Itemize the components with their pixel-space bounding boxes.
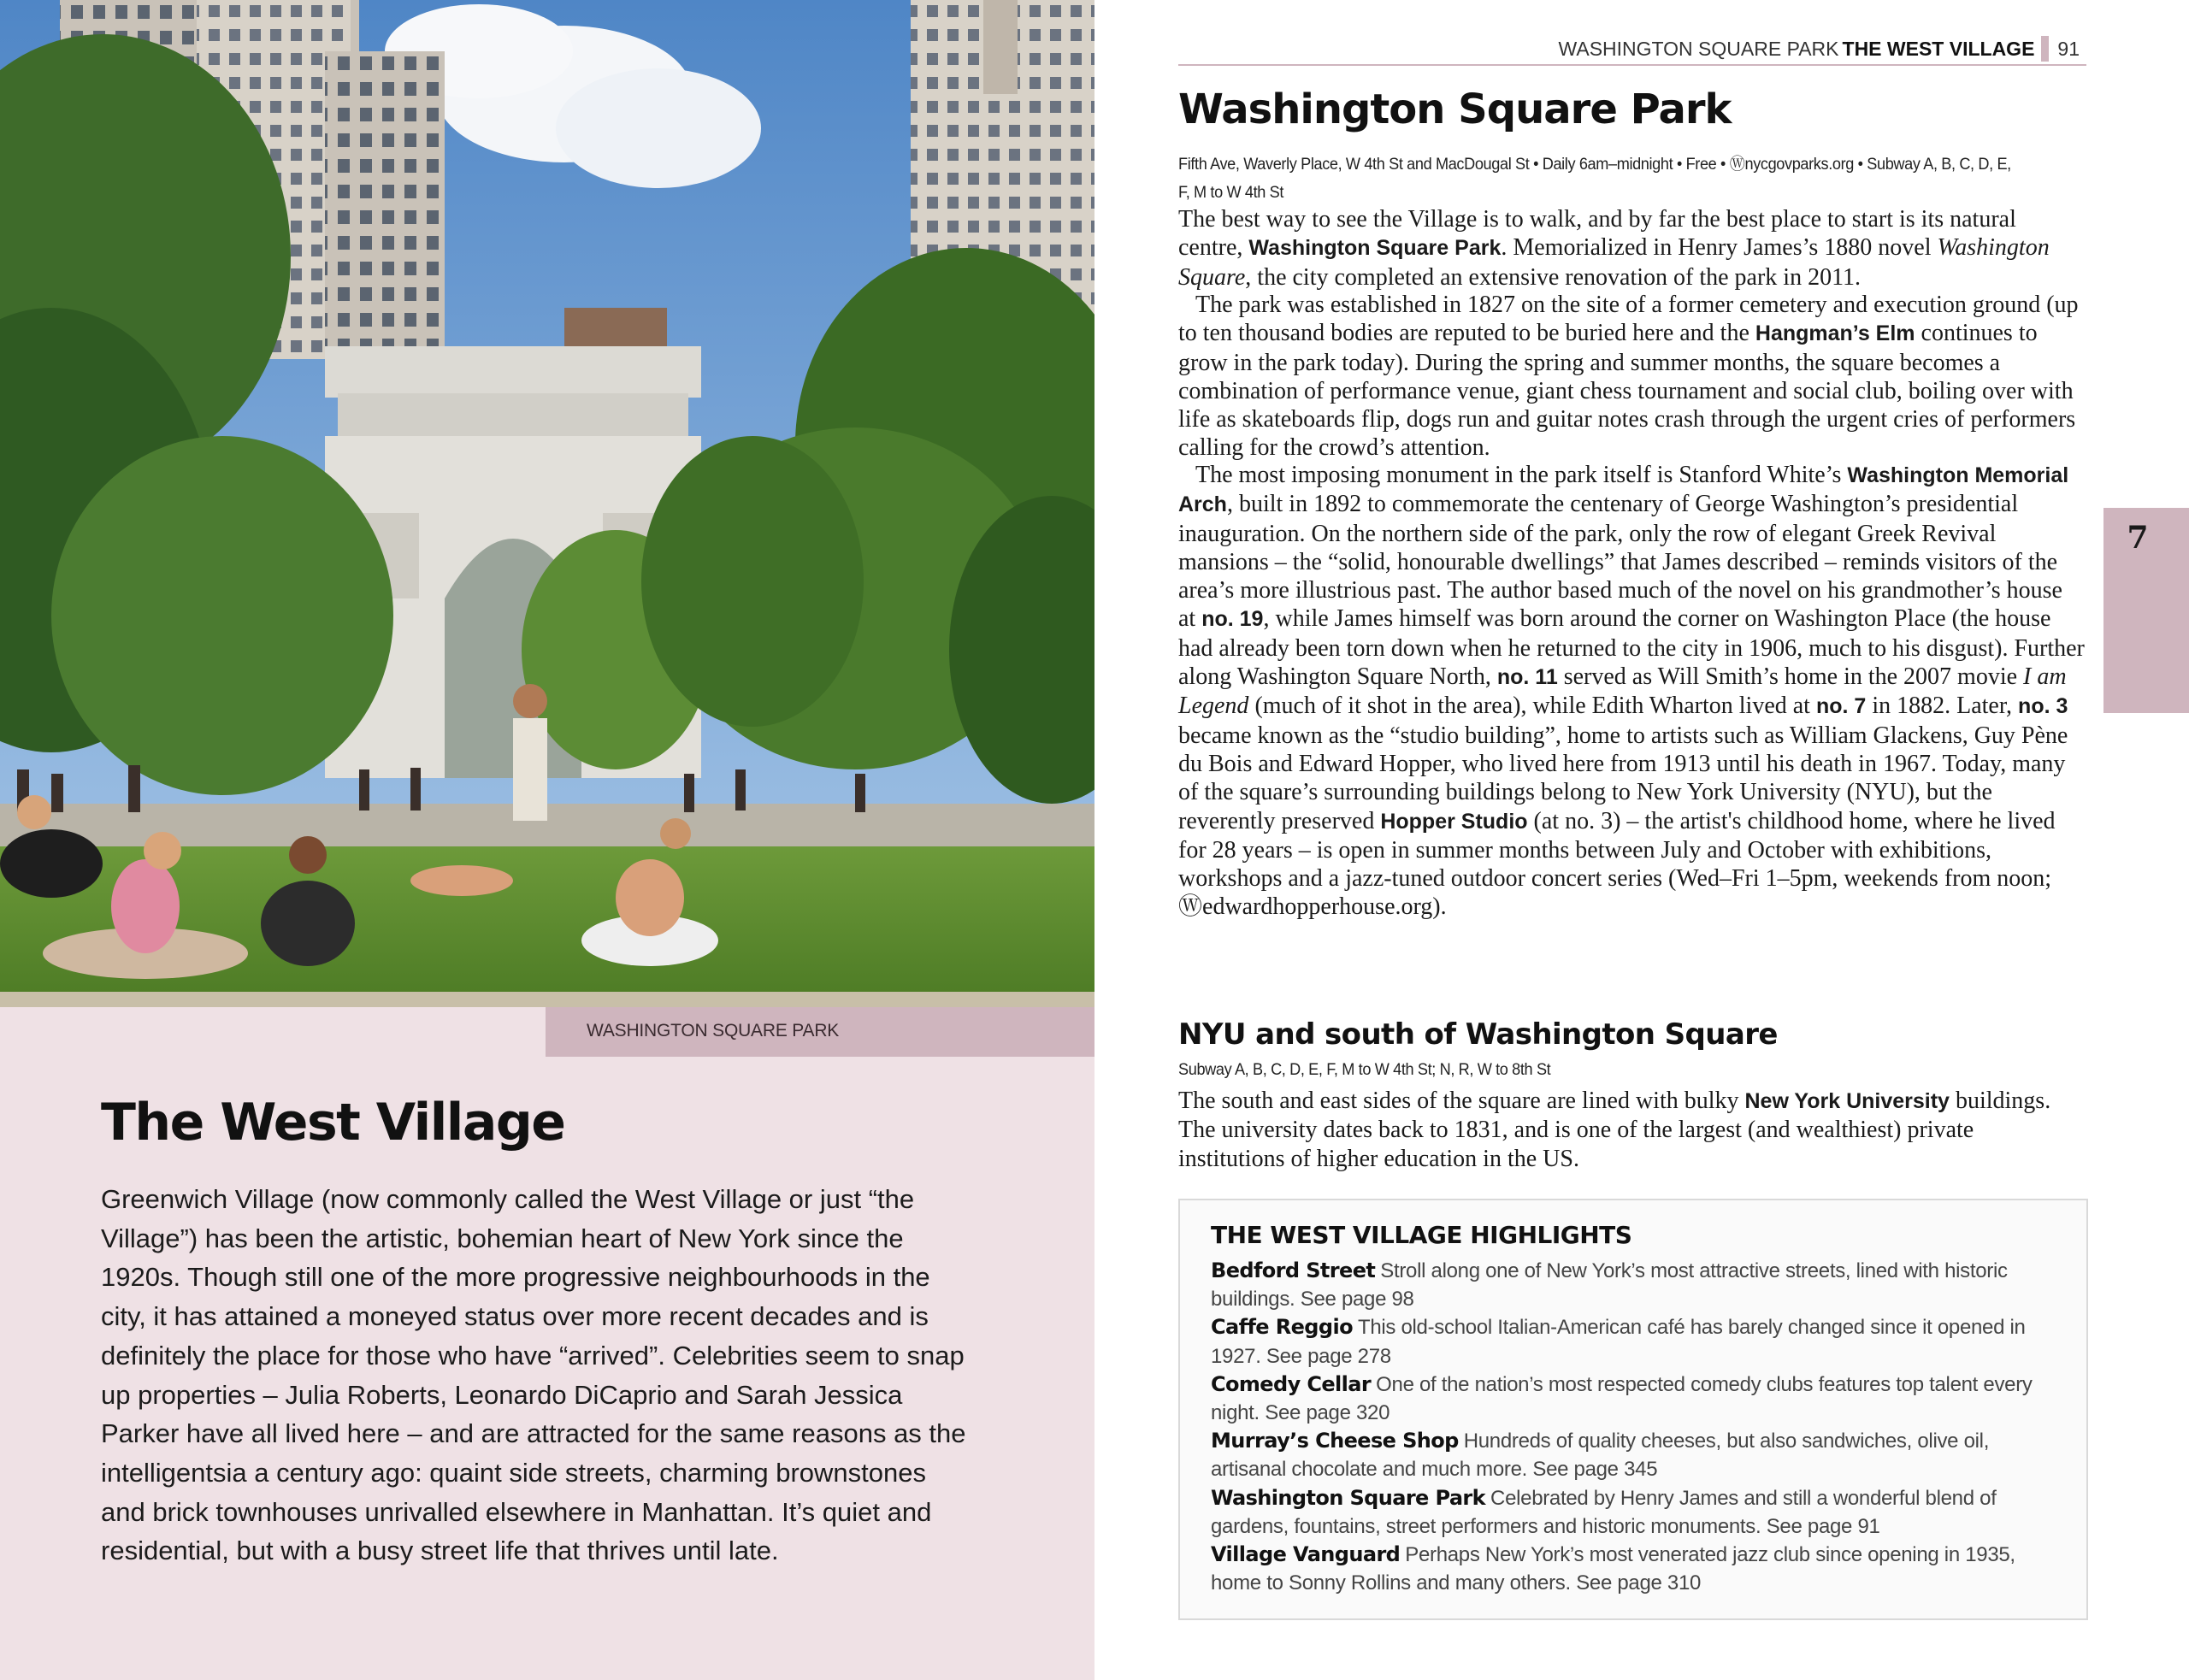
highlight-text: Hundreds of quality cheeses, but also sandwiches, olive oil, artisanal chocolate and much more. See page 345 [1211,1429,1990,1482]
highlight-item [1211,1484,2066,1541]
highlight-text: One of the nation’s most respected comedy clubs features top talent every night. See page 320 [1211,1372,2033,1425]
web-icon: Ⓦ [1178,893,1203,921]
text-run: served as Will Smith’s home in the 2007 movie [1557,663,2024,691]
page-number: 91 [2057,38,2080,60]
chapter-title: The West Village [101,1093,565,1152]
chapter-tab-number: 7 [2127,520,2149,556]
text-run: The park was established in 1827 on the site of a former cemetery and execution ground (up to ten thousand bodies are reputed to be buried here and the [1178,292,2079,347]
chapter-tab [2103,508,2189,713]
highlight-item [1211,1313,2066,1370]
park-paragraph-2 [1178,291,2085,463]
highlight-name: Washington Square Park [1211,1485,1486,1510]
highlight-name: Caffe Reggio [1211,1315,1353,1340]
running-header-section: WASHINGTON SQUARE PARK [1558,38,1839,60]
nyu-paragraph [1178,1087,2085,1173]
park-info-text: Fifth Ave, Waverly Place, W 4th St and MacDougal St • Daily 6am–midnight • Free • [1178,155,1730,174]
bold-term: Washington Memorial Arch [1178,463,2069,517]
highlights-title: THE WEST VILLAGE HIGHLIGHTS [1211,1221,1632,1249]
text-run: continues to grow in the park today). During the spring and summer months, the square becomes a combination of performance venue, giant chess tournament and social club, boiling over with life as skateboards flip, dogs run and guitar notes crash through the urgent cries of performers calling for the crowd’s attention. [1178,320,2076,462]
text-run: , the city completed an extensive renovation of the park in 2011. [1245,263,1862,291]
nyu-practical-info: Subway A, B, C, D, E, F, M to W 4th St; N, R, W to 8th St [1178,1060,1551,1079]
highlight-text: Perhaps New York’s most venerated jazz club since opening in 1935, home to Sonny Rollins and many others. See page 310 [1211,1543,2015,1595]
highlight-text: Celebrated by Henry James and still a wonderful blend of gardens, fountains, street performers and historic monuments. See page 91 [1211,1486,1997,1538]
highlights-list [1211,1257,2066,1597]
highlight-text: Stroll along one of New York’s most attractive streets, lined with historic buildings. See page 98 [1211,1259,2008,1312]
italic-title: Washington Square [1178,234,2050,291]
park-paragraph-3 [1178,461,2085,922]
text-run: . Memorialized in Henry James’s 1880 novel [1501,234,1938,262]
park-paragraph-1 [1178,205,2085,292]
highlight-name: Bedford Street [1211,1259,1376,1282]
highlight-name: Village Vanguard [1211,1542,1401,1567]
text-run: The best way to see the Village is to walk, and by far the best place to start is its natural centre, [1178,206,2016,262]
running-header-chapter: THE WEST VILLAGE [1842,38,2035,60]
text-run: buildings. The university dates back to 1831, and is one of the largest (and wealthiest) private institutions of higher education in the US. [1178,1088,2051,1172]
washington-square-park-photo [0,0,1094,1007]
bold-term: New York University [1744,1089,1950,1113]
bold-term: no. 3 [2018,694,2068,719]
left-page [0,0,1094,1680]
chapter-intro: Greenwich Village (now commonly called the West Village or just “the Village”) has been the artistic, bohemian heart of New York since the 1920s. Though still one of the more progressive neighbourhoods in the city, it has attained a moneyed status over more recent decades and is definitely the place for those who have “arrived”. Celebrities seem to snap up properties – Julia Roberts, Leonardo DiCaprio and Sarah Jessica Parker have all lived here – and are attracted for the same reasons as the intelligentsia a century ago: quaint side streets, charming brownstones and brick townhouses unrivalled elsewhere in Manhattan. It’s quiet and residential, but with a busy street life that thrives until late. [101,1184,966,1566]
highlight-item [1211,1427,2066,1483]
text-run: edwardhopperhouse.org). [1202,893,1447,921]
web-icon: Ⓦ [1729,155,1745,174]
highlight-name: Murray’s Cheese Shop [1211,1429,1459,1453]
bold-term: Washington Square Park [1248,236,1502,261]
bold-term: Hopper Studio [1380,809,1528,834]
nyu-section-title: NYU and south of Washington Square [1178,1017,1778,1052]
park-info-text-2: nycgovparks.org • Subway A, B, C, D, E, F, M to W 4th St [1178,155,2011,202]
highlight-item [1211,1541,2066,1597]
highlight-item [1211,1257,2066,1313]
header-rule [1178,64,2086,66]
bold-term: no. 11 [1496,665,1558,690]
text-run: The south and east sides of the square are lined with bulky [1178,1088,1745,1114]
page-number-bar [2041,36,2049,62]
park-section-title: Washington Square Park [1178,85,1732,133]
highlight-name: Comedy Cellar [1211,1371,1372,1396]
highlights-box [1178,1199,2088,1620]
park-practical-info [1178,150,2021,207]
bold-term: no. 7 [1815,694,1867,719]
running-header [1559,36,2080,62]
bold-term: no. 19 [1201,607,1264,632]
text-run: , while James himself was born around the corner on Washington Place (the house had already been torn down when he returned to the city in 1906, much to his disgust). Further along Washington Square North, [1178,605,2085,691]
photo-caption: WASHINGTON SQUARE PARK [587,1021,840,1040]
highlight-item [1211,1371,2066,1427]
text-run: (much of it shot in the area), while Edith Wharton lived at [1248,693,1816,720]
text-run: The most imposing monument in the park itself is Stanford White’s [1195,462,1848,488]
text-run: became known as the “studio building”, home to artists such as William Glackens, Guy Pène du Bois and Edward Hopper, who lived here from 1913 until his death in 1967. Today, many of the square’s surrounding buildings belong to New York University (NYU), but the reverently preserved [1178,722,2068,834]
photo-caption-bar [546,1007,1094,1057]
italic-title: I am Legend [1178,663,2067,720]
bold-term: Hangman’s Elm [1755,321,1915,346]
highlight-text: This old-school Italian-American café has barely changed since it opened in 1927. See page 278 [1211,1316,2026,1368]
text-run: , built in 1892 to commemorate the centenary of George Washington’s presidential inauguration. On the northern side of the park, only the row of elegant Greek Revival mansions – the “solid, honourable dwellings” that James described – reminds visitors of the area’s more illustrious past. The author based much of the novel on his grandmother’s house at [1178,491,2062,633]
text-run: (at no. 3) – the artist's childhood home, where he lived for 28 years – is open in summer months between July and October with exhibitions, workshops and a jazz-tuned outdoor concert series (Wed–Fri 1–5pm, weekends from noon; [1178,807,2056,893]
text-run: in 1882. Later, [1866,693,2019,720]
